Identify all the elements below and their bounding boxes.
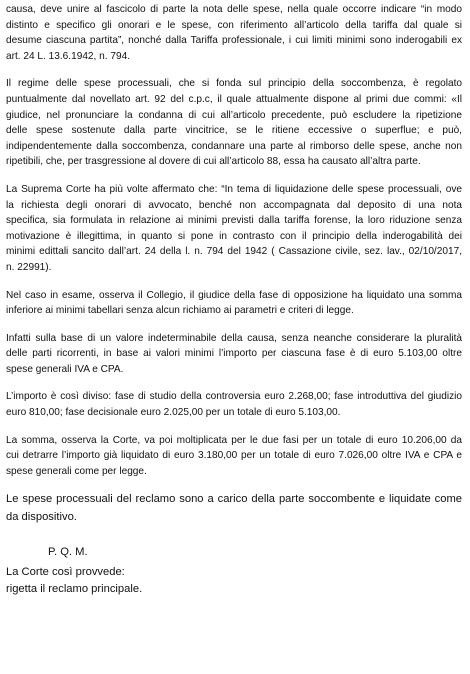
text-line: desume ciascuna partita”, nonché dalla Tariffa professionale, i cui limiti minimi sono inderogabili ex (6, 35, 462, 47)
text-line: Infatti sulla base di un valore indeterminabile della causa, senza neanche considerare la pluralità (6, 332, 462, 344)
text-line: motivazione è illegittima, in quanto si pone in contrasto con il principio della inderogabilità dei (6, 230, 462, 242)
paragraph-1 (6, 2, 462, 64)
paragraph-6 (6, 389, 462, 420)
text-line: euro 810,00; fase decisionale euro 2.025,00 per un totale di euro 5.103,00. (6, 407, 341, 419)
pqm-heading: P. Q. M. (48, 546, 88, 559)
text-line: cui detrarre l’importo già liquidato di euro 3.180,00 per un totale di euro 7.026,00 oltre IVA e CPA e (6, 450, 462, 462)
closing-line: rigetta il reclamo principale. (6, 583, 143, 596)
paragraph-3 (6, 182, 462, 276)
text-line: La somma, osserva la Corte, va poi moltiplicata per le due fasi per un totale di euro 10.206,00 da (6, 434, 462, 446)
text-line: ripetibili, che, per trasgressione al dovere di cui all’articolo 88, essa ha causato all’altra parte. (6, 156, 421, 168)
closing-line: La Corte così provvede: (6, 565, 125, 578)
paragraph-4 (6, 288, 462, 319)
text-line: n. 22991). (6, 261, 52, 273)
text-line: art. 24 L. 13.6.1942, n. 794. (6, 50, 131, 62)
text-line: giudice, nel pronunciare la condanna di cui all’articolo precedente, può escludere la ripetizione (6, 109, 462, 121)
text-line: Nel caso in esame, osserva il Collegio, il giudice della fase di opposizione ha liquidato una somma (6, 289, 462, 301)
closing-section (6, 544, 462, 599)
text-line: minimi edittali sancito dall’art. 24 della l. n. 794 del 1942 ( Cassazione civile, sez. lav., 02/10/2017, (6, 246, 462, 258)
text-line: L’importo è così diviso: fase di studio della controversia euro 2.268,00; fase introduttiva del giudizio (6, 391, 462, 403)
text-line: da dispositivo. (6, 510, 77, 523)
paragraph-5 (6, 331, 462, 378)
text-line: la richiesta degli onorari di avvocato, benché non accompagnata dal deposito di una nota (6, 199, 462, 211)
text-line: specifica, sia formulata in relazione ai minimi previsti dalla tariffa forense, la loro riduzione senza (6, 215, 462, 227)
paragraph-8 (6, 491, 462, 526)
text-line: Il regime delle spese processuali, che si fonda sul principio della soccombenza, è regolato (6, 78, 462, 90)
text-line: Le spese processuali del reclamo sono a carico della parte soccombente e liquidate come (6, 493, 462, 506)
text-line: indipendentemente dalla soccombenza, condannare una parte al rimborso delle spese, anche non (6, 140, 462, 152)
paragraph-2 (6, 76, 462, 170)
text-line: causa, deve unire al fascicolo di parte la nota delle spese, nella quale occorre indicare “in modo (6, 4, 462, 15)
text-line: delle spese sostenute dalla parte vincitrice, se le ritiene eccessive o superflue; e può, (6, 125, 462, 137)
paragraph-7 (6, 433, 462, 480)
text-line: inferiore ai minimi tabellari senza alcun richiamo ai parametri e criteri di legge. (6, 305, 354, 317)
text-line: delle parti ricorrenti, in base ai valori minimi l’importo per ciascuna fase è di euro 5.103,00 oltre (6, 348, 462, 360)
text-line: spese generali IVA e CPA. (6, 363, 124, 375)
text-line: distinto e specifico gli onorari e le spese, con riferimento all’articolo della tariffa dal quale si (6, 19, 462, 31)
text-line: spese generali come per legge. (6, 465, 147, 477)
text-line: La Suprema Corte ha più volte affermato che: “In tema di liquidazione delle spese processuali, ove (6, 183, 462, 195)
text-line: puntualmente dal novellato art. 92 del c.p.c, il quale attualmente dispone al primi due commi: «Il (6, 93, 462, 105)
